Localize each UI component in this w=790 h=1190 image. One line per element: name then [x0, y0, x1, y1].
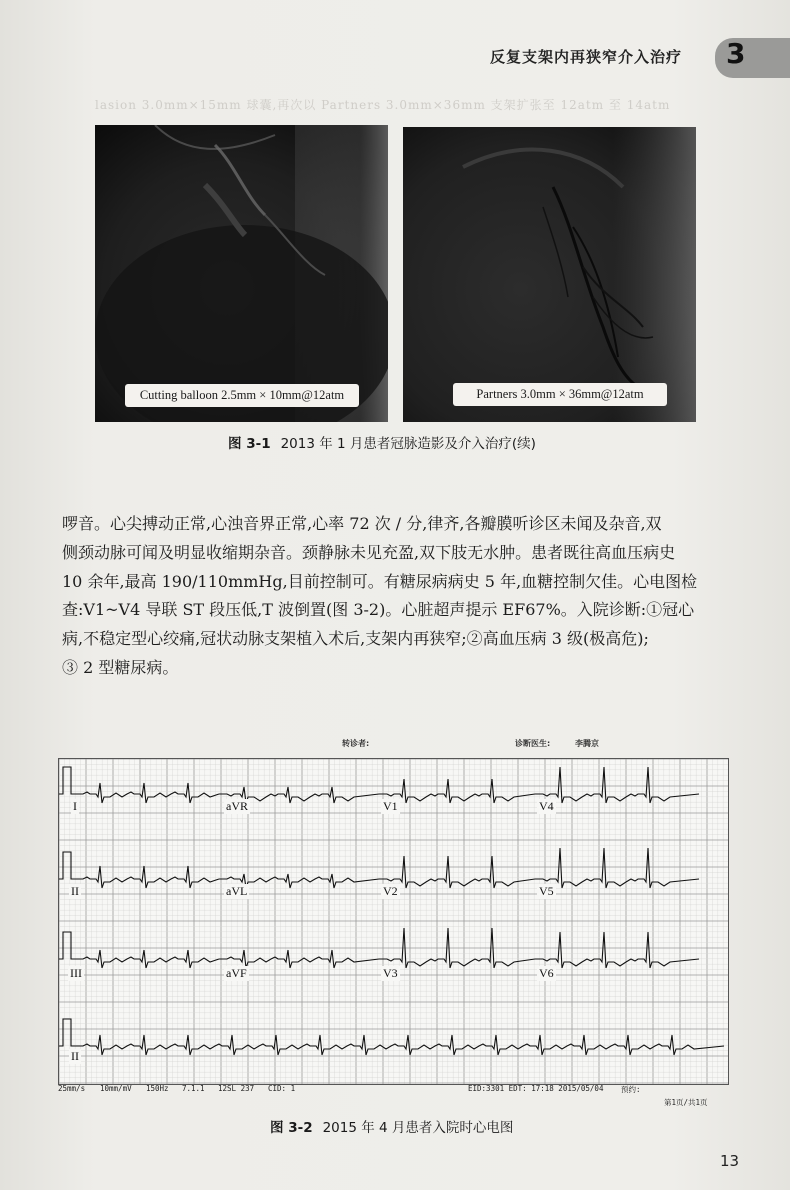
ecg-calibration-pulse: [59, 932, 75, 959]
ecg-doctor-name: 李腾京: [575, 739, 599, 748]
lead-label-avr: aVR: [226, 799, 248, 813]
angiogram-right: [403, 127, 696, 422]
angiogram-left: [95, 125, 388, 422]
lead-label-v6: V6: [539, 966, 554, 980]
running-header-title: 反复支架内再狭窄介入治疗: [490, 48, 683, 66]
angiogram-left-image: [95, 125, 388, 422]
figure-3-1-text: 2013 年 1 月患者冠脉造影及介入治疗(续): [280, 436, 536, 452]
lead-label-i: I: [73, 799, 77, 813]
lead-label-v3: V3: [383, 966, 398, 980]
lead-label-v4: V4: [539, 799, 554, 813]
ecg-doctor-label: 诊断医生:: [515, 739, 551, 748]
ecg-trace-lead-v1: [379, 779, 535, 803]
ecg-filter: 150Hz: [146, 1084, 169, 1093]
lead-label-rhythm-ii: II: [71, 1049, 79, 1063]
lead-label-iii: III: [70, 966, 82, 980]
cutting-balloon-label: Cutting balloon 2.5mm × 10mm@12atm: [125, 384, 359, 407]
body-line: ③ 2 型糖尿病。: [62, 657, 179, 677]
angiogram-right-image: [403, 127, 696, 422]
show-through-text: lasion 3.0mm×15mm 球囊,再次以 Partners 3.0mm×36mm 支架扩张至 12atm 至 14atm: [95, 98, 671, 112]
ecg-scheduled: 预约:: [621, 1085, 641, 1094]
lead-label-v5: V5: [539, 884, 554, 898]
chapter-number: 3: [726, 37, 746, 70]
partners-stent-label: Partners 3.0mm × 36mm@12atm: [453, 383, 667, 406]
lead-label-v1: V1: [383, 799, 398, 813]
body-line: 查:V1~V4 导联 ST 段压低,T 波倒置(图 3-2)。心脏超声提示 EF67%。入院诊断:①冠心: [62, 600, 695, 620]
lead-label-avl: aVL: [226, 884, 248, 898]
figure-3-2-number: 图 3-2: [270, 1120, 313, 1136]
lead-label-ii: II: [71, 884, 79, 898]
ecg-paper-speed: 25mm/s: [58, 1084, 86, 1093]
ecg-record: EID:3301 EDT: 17:18 2015/05/04: [468, 1084, 604, 1093]
ecg-strip: [58, 758, 729, 1085]
ecg-cid: CID: 1: [268, 1084, 296, 1093]
body-paragraph: [62, 510, 752, 683]
lead-label-avf: aVF: [226, 966, 247, 980]
page-number: 13: [720, 1152, 740, 1170]
ecg-page: 第1页/共1页: [664, 1098, 708, 1107]
figure-3-1-caption: [228, 432, 536, 452]
body-line: 啰音。心尖搏动正常,心浊音界正常,心率 72 次 / 分,律齐,各瓣膜听诊区未闻及杂音,双: [62, 514, 662, 533]
ecg-device: 12SL 237: [218, 1084, 255, 1093]
body-line: 10 余年,最高 190/110mmHg,目前控制可。有糖尿病病史 5 年,血糖控制欠佳。心电图检: [62, 571, 698, 591]
ecg-version: 7.1.1: [182, 1084, 205, 1093]
figure-3-2-text: 2015 年 4 月患者入院时心电图: [322, 1120, 514, 1136]
ecg-referrer-label: 转诊者:: [342, 739, 370, 748]
lead-label-v2: V2: [383, 884, 398, 898]
body-line: 病,不稳定型心绞痛,冠状动脉支架植入术后,支架内再狭窄;②高血压病 3 级(极高危);: [62, 629, 649, 649]
body-line: 侧颈动脉可闻及明显收缩期杂音。颈静脉未见充盈,双下肢无水肿。患者既往高血压病史: [62, 542, 676, 562]
figure-3-1-number: 图 3-1: [228, 436, 271, 452]
figure-3-2-caption: [270, 1116, 513, 1136]
ecg-calibration-pulse: [59, 1019, 75, 1046]
ecg-gain: 10mm/mV: [100, 1084, 132, 1093]
